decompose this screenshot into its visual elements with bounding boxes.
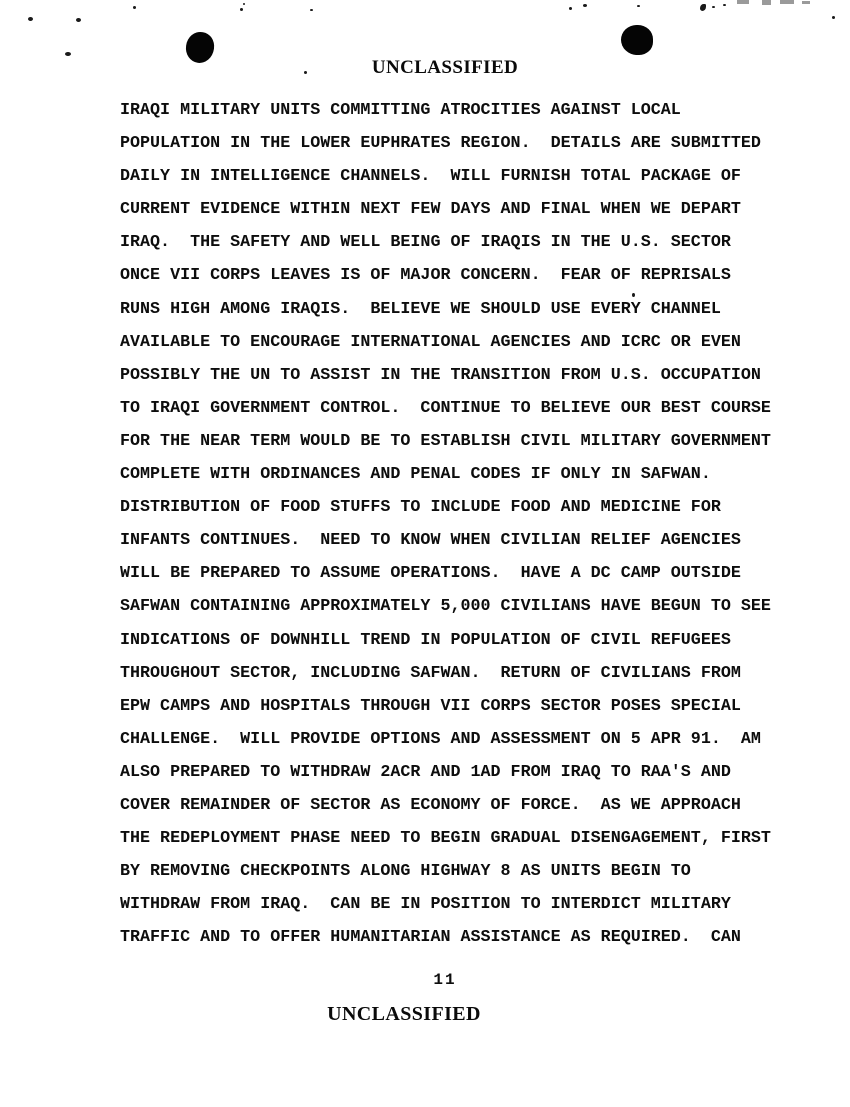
scan-speck xyxy=(65,52,71,56)
scan-speck xyxy=(243,3,245,5)
body-line: POPULATION IN THE LOWER EUPHRATES REGION. DETAILS ARE SUBMITTED xyxy=(120,134,761,154)
scan-speck xyxy=(133,6,136,9)
body-line: INDICATIONS OF DOWNHILL TREND IN POPULATION OF CIVIL REFUGEES xyxy=(120,630,731,650)
body-line: DISTRIBUTION OF FOOD STUFFS TO INCLUDE FOOD AND MEDICINE FOR xyxy=(120,498,721,518)
body-line: ALSO PREPARED TO WITHDRAW 2ACR AND 1AD FROM IRAQ TO RAA'S AND xyxy=(120,762,731,782)
scan-speck xyxy=(240,8,243,11)
scan-speck xyxy=(832,16,835,19)
body-line: SAFWAN CONTAINING APPROXIMATELY 5,000 CIVILIANS HAVE BEGUN TO SEE xyxy=(120,597,771,617)
body-line: THROUGHOUT SECTOR, INCLUDING SAFWAN. RETURN OF CIVILIANS FROM xyxy=(120,663,741,683)
hole-punch-mark-right xyxy=(621,25,653,55)
header-classification: UNCLASSIFIED xyxy=(371,57,519,78)
body-line: INFANTS CONTINUES. NEED TO KNOW WHEN CIVILIAN RELIEF AGENCIES xyxy=(120,531,741,551)
scan-speck xyxy=(700,4,706,11)
body-line: WILL BE PREPARED TO ASSUME OPERATIONS. HAVE A DC CAMP OUTSIDE xyxy=(120,564,741,584)
body-line: AVAILABLE TO ENCOURAGE INTERNATIONAL AGENCIES AND ICRC OR EVEN xyxy=(120,332,741,352)
scan-speck xyxy=(28,17,33,21)
scan-speck xyxy=(637,5,640,7)
scan-speck xyxy=(802,1,810,4)
body-line: COVER REMAINDER OF SECTOR AS ECONOMY OF FORCE. AS WE APPROACH xyxy=(120,795,741,815)
scan-speck xyxy=(310,9,313,11)
document-body xyxy=(120,94,771,954)
scan-speck xyxy=(762,0,771,5)
body-line: CHALLENGE. WILL PROVIDE OPTIONS AND ASSESSMENT ON 5 APR 91. AM xyxy=(120,729,761,749)
footer-classification: UNCLASSIFIED xyxy=(327,1003,481,1025)
body-line: FOR THE NEAR TERM WOULD BE TO ESTABLISH CIVIL MILITARY GOVERNMENT xyxy=(120,431,771,451)
body-line: RUNS HIGH AMONG IRAQIS. BELIEVE WE SHOULD USE EVERY CHANNEL xyxy=(120,299,721,319)
scan-speck xyxy=(569,7,572,10)
body-line: TRAFFIC AND TO OFFER HUMANITARIAN ASSISTANCE AS REQUIRED. CAN xyxy=(120,928,741,948)
body-line: IRAQ. THE SAFETY AND WELL BEING OF IRAQIS IN THE U.S. SECTOR xyxy=(120,233,731,253)
scan-speck xyxy=(737,0,749,4)
scan-speck xyxy=(723,4,726,6)
body-line: IRAQI MILITARY UNITS COMMITTING ATROCITIES AGAINST LOCAL xyxy=(120,101,681,120)
scan-speck xyxy=(712,6,715,8)
scan-speck xyxy=(76,18,81,22)
body-line: DAILY IN INTELLIGENCE CHANNELS. WILL FURNISH TOTAL PACKAGE OF xyxy=(120,167,741,187)
body-line: EPW CAMPS AND HOSPITALS THROUGH VII CORPS SECTOR POSES SPECIAL xyxy=(120,696,741,716)
body-line: TO IRAQI GOVERNMENT CONTROL. CONTINUE TO BELIEVE OUR BEST COURSE xyxy=(120,398,771,418)
body-line: CURRENT EVIDENCE WITHIN NEXT FEW DAYS AND FINAL WHEN WE DEPART xyxy=(120,200,741,220)
body-line: WITHDRAW FROM IRAQ. CAN BE IN POSITION TO INTERDICT MILITARY xyxy=(120,895,731,915)
scan-speck xyxy=(780,0,794,4)
body-line: BY REMOVING CHECKPOINTS ALONG HIGHWAY 8 AS UNITS BEGIN TO xyxy=(120,862,691,882)
scan-speck xyxy=(583,4,587,7)
page-number: 11 xyxy=(433,971,457,989)
body-line: COMPLETE WITH ORDINANCES AND PENAL CODES IF ONLY IN SAFWAN. xyxy=(120,465,711,485)
body-line: THE REDEPLOYMENT PHASE NEED TO BEGIN GRADUAL DISENGAGEMENT, FIRST xyxy=(120,829,771,849)
body-line: ONCE VII CORPS LEAVES IS OF MAJOR CONCERN. FEAR OF REPRISALS xyxy=(120,266,731,286)
body-line: POSSIBLY THE UN TO ASSIST IN THE TRANSITION FROM U.S. OCCUPATION xyxy=(120,365,761,385)
